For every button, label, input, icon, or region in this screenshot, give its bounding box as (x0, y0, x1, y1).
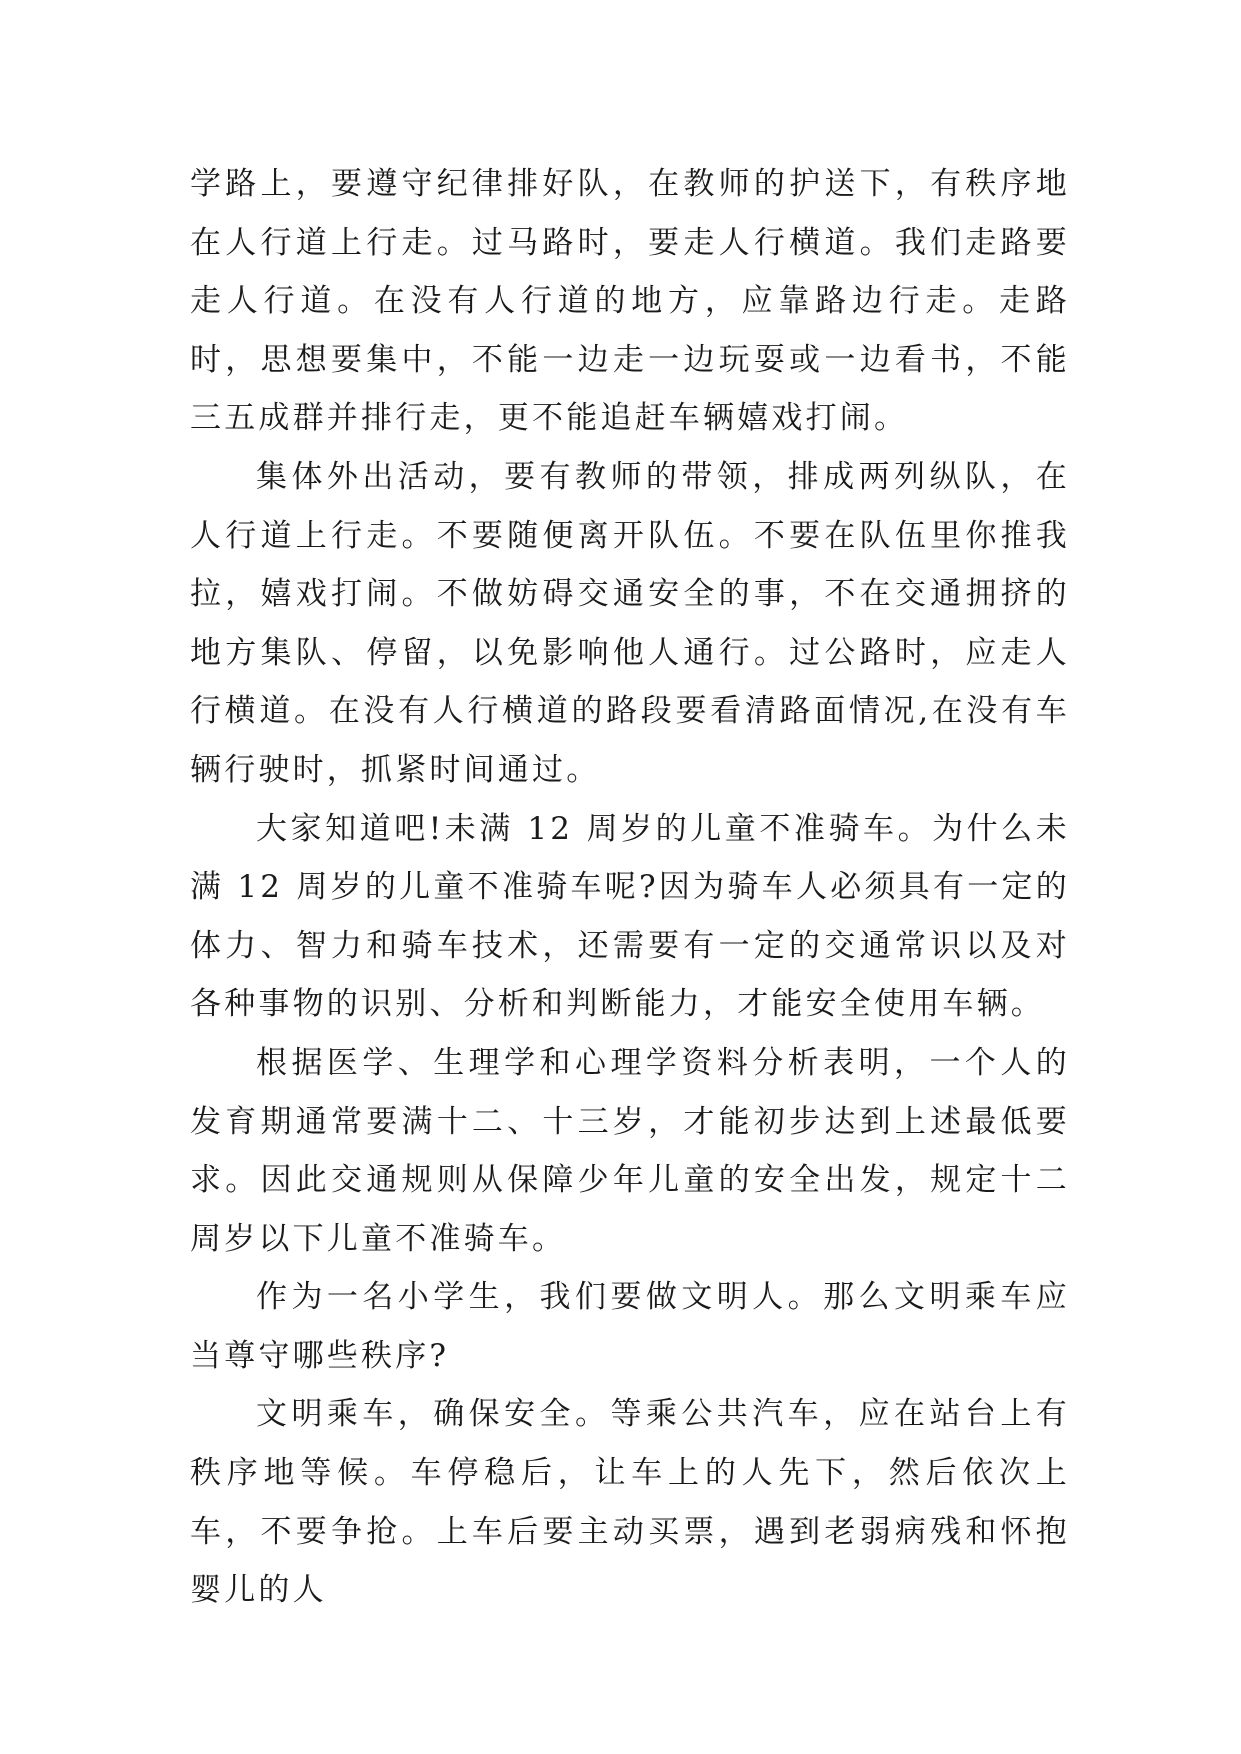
paragraph-civilized-riding: 作为一名小学生，我们要做文明人。那么文明乘车应当尊守哪些秩序? (190, 1279, 1070, 1374)
paragraph-continued: 学路上，要遵守纪律排好队，在教师的护送下，有秩序地在人行道上行走。过马路时，要走人行横道。我们走路要走人行道。在没有人行道的地方，应靠路边行走。走路时，思想要集中，不能一边走一边玩耍或一边看书，不能三五成群并排行走，更不能追赶车辆嬉戏打闹。 (190, 166, 1070, 437)
paragraph-development: 根据医学、生理学和心理学资料分析表明，一个人的发育期通常要满十二、十三岁，才能初步达到上述最低要求。因此交通规则从保障少年儿童的安全出发，规定十二周岁以下儿童不准骑车。 (190, 1044, 1070, 1257)
paragraph-cycling-age: 大家知道吧!未满 12 周岁的儿童不准骑车。为什么未满 12 周岁的儿童不准骑车呢?因为骑车人必须具有一定的体力、智力和骑车技术，还需要有一定的交通常识以及对各种事物的识别、分析和判断能力，才能安全使用车辆。 (190, 810, 1070, 1023)
paragraph-bus-order: 文明乘车，确保安全。等乘公共汽车，应在站台上有秩序地等候。车停稳后，让车上的人先下，然后依次上车，不要争抢。上车后要主动买票，遇到老弱病残和怀抱婴儿的人 (190, 1396, 1070, 1609)
paragraph-group-outing: 集体外出活动，要有教师的带领，排成两列纵队，在人行道上行走。不要随便离开队伍。不要在队伍里你推我拉，嬉戏打闹。不做妨碍交通安全的事，不在交通拥挤的地方集队、停留，以免影响他人通行。过公路时，应走人行横道。在没有人行横道的路段要看清路面情况,在没有车辆行驶时，抓紧时间通过。 (190, 458, 1070, 788)
document-body (190, 155, 1070, 1620)
